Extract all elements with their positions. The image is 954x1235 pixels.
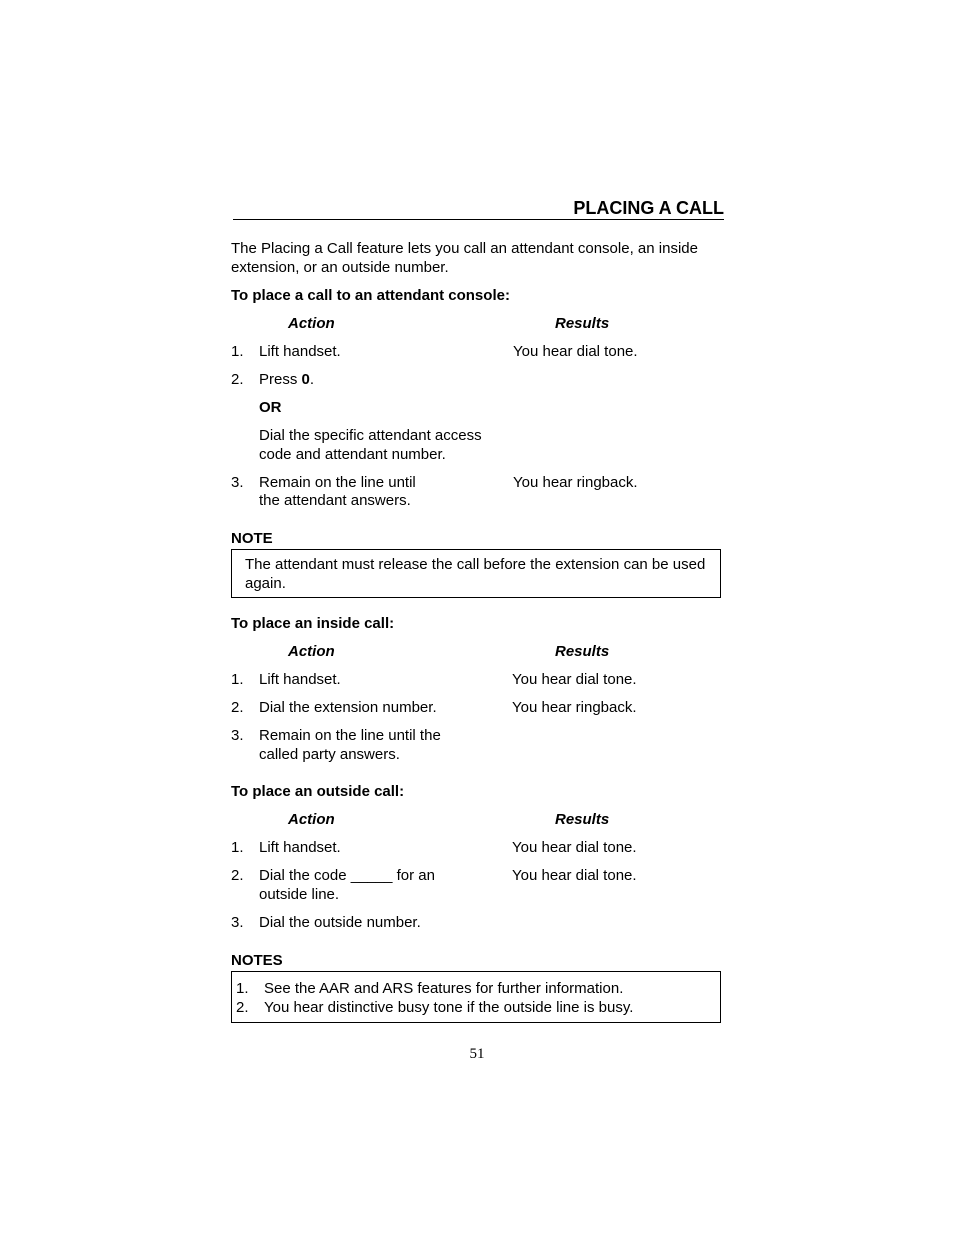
attendant-step-2-prefix: Press — [259, 371, 302, 388]
notes-box — [231, 971, 721, 1023]
note-2-number: 2. — [236, 999, 249, 1016]
attendant-action-header: Action — [288, 315, 335, 332]
attendant-step-2-number: 2. — [231, 371, 244, 388]
outside-step-2-action-line-2: outside line. — [259, 886, 340, 903]
outside-action-header: Action — [288, 811, 335, 828]
attendant-step-1-action: Lift handset. — [259, 343, 341, 360]
outside-section-heading: To place an outside call: — [231, 783, 405, 800]
intro-paragraph: The Placing a Call feature lets you call an attendant console, an inside extension, or an outside number. — [231, 240, 698, 276]
inside-step-3-number: 3. — [231, 727, 244, 744]
outside-step-3-action: Dial the outside number. — [259, 914, 421, 931]
inside-step-2-number: 2. — [231, 699, 244, 716]
outside-step-2-result: You hear dial tone. — [512, 867, 637, 884]
attendant-step-1-result: You hear dial tone. — [513, 343, 638, 360]
note-label: NOTE — [231, 530, 273, 547]
inside-step-2-result: You hear ringback. — [512, 699, 637, 716]
outside-step-3-number: 3. — [231, 914, 244, 931]
attendant-step-3-action-line-1: Remain on the line until — [259, 474, 416, 491]
inside-step-1-action: Lift handset. — [259, 671, 341, 688]
title-rule — [233, 219, 724, 220]
attendant-results-header: Results — [555, 315, 610, 332]
outside-step-1-action: Lift handset. — [259, 839, 341, 856]
inside-results-header: Results — [555, 643, 610, 660]
inside-section-heading: To place an inside call: — [231, 615, 395, 632]
attendant-section-heading: To place a call to an attendant console: — [231, 287, 510, 304]
attendant-step-3-number: 3. — [231, 474, 244, 491]
note-text: The attendant must release the call before the extension can be used again. — [245, 556, 706, 592]
outside-step-2-action-line-1: Dial the code _____ for an — [259, 867, 435, 884]
inside-step-3-action-line-1: Remain on the line until the — [259, 727, 441, 744]
outside-step-2-number: 2. — [231, 867, 244, 884]
inside-step-2-action: Dial the extension number. — [259, 699, 437, 716]
attendant-key-zero: 0 — [301, 371, 310, 388]
inside-step-1-result: You hear dial tone. — [512, 671, 637, 688]
inside-step-3-action-line-2: called party answers. — [259, 746, 400, 763]
page-number: 51 — [469, 1046, 485, 1062]
outside-step-1-number: 1. — [231, 839, 244, 856]
attendant-step-1-number: 1. — [231, 343, 244, 360]
attendant-step-2-suffix: . — [309, 371, 315, 388]
attendant-alt-line-1: Dial the specific attendant access — [259, 427, 482, 444]
note-2-text: You hear distinctive busy tone if the outside line is busy. — [264, 999, 634, 1016]
note-1-text: See the AAR and ARS features for further information. — [264, 980, 624, 997]
attendant-step-3-result: You hear ringback. — [513, 474, 638, 491]
outside-results-header: Results — [555, 811, 610, 828]
attendant-step-2-action — [259, 370, 314, 389]
page-title: PLACING A CALL — [573, 198, 724, 218]
notes-label: NOTES — [231, 952, 283, 969]
inside-step-1-number: 1. — [231, 671, 244, 688]
inside-action-header: Action — [288, 643, 335, 660]
note-box — [231, 549, 721, 598]
note-1-number: 1. — [236, 980, 249, 997]
attendant-or-label: OR — [259, 399, 282, 416]
attendant-step-3-action-line-2: the attendant answers. — [259, 492, 411, 509]
outside-step-1-result: You hear dial tone. — [512, 839, 637, 856]
attendant-alt-line-2: code and attendant number. — [259, 446, 446, 463]
